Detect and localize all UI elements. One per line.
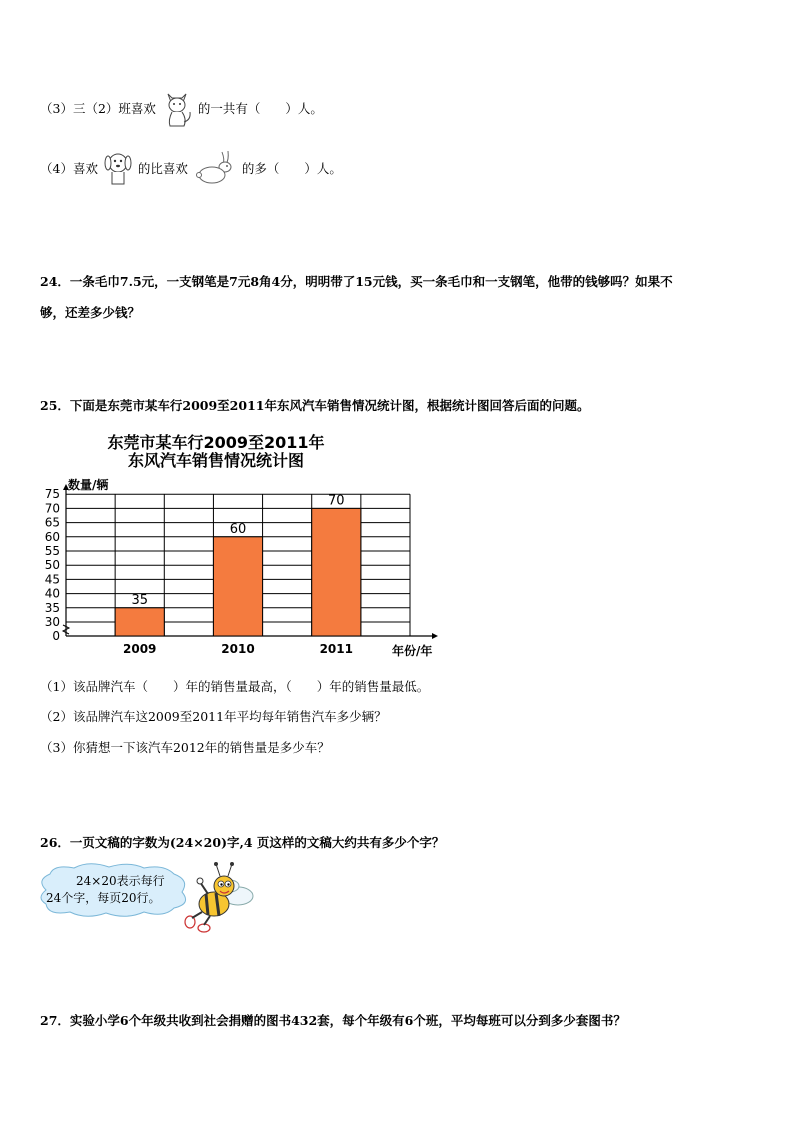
- sales-bar-chart: [36, 428, 466, 662]
- q23-sub4-pre: （4）喜欢: [40, 161, 98, 176]
- x-tick-label: 2011: [319, 642, 353, 656]
- cat-icon: [160, 88, 194, 131]
- bubble-line-2: 24个字，每页20行。: [46, 891, 161, 905]
- x-axis-label: 年份/年: [392, 644, 433, 658]
- q25-sub2: （2）该品牌汽车这2009至2011年平均每年销售汽车多少辆？: [40, 709, 387, 724]
- bar-2010: [213, 537, 262, 636]
- q23-sub4-mid: 的比喜欢: [137, 161, 188, 176]
- y-tick-label: 0: [52, 629, 60, 643]
- bubble-line-1: 24×20表示每行: [76, 874, 165, 888]
- q27-text: 27．实验小学6个年级共收到社会捐赠的图书432套，每个年级有6个班，平均每班可以分到多少套图书？: [40, 1013, 626, 1028]
- y-tick-label: 40: [44, 586, 60, 601]
- q23-sub3: [40, 88, 323, 131]
- q25-sub1: （1）该品牌汽车（ ）年的销售量最高，（ ）年的销售量最低。: [40, 679, 430, 694]
- hint-bubble: [34, 862, 194, 918]
- q24-line2: 够，还差多少钱？: [40, 305, 141, 320]
- q26-text: 26．一页文稿的字数为(24×20)字,4 页这样的文稿大约共有多少个字？: [40, 835, 445, 850]
- rabbit-icon: [192, 148, 238, 191]
- dog-icon: [102, 148, 134, 191]
- y-tick-label: 55: [44, 544, 60, 558]
- q23-sub4: [40, 148, 342, 191]
- x-tick-label: 2010: [221, 642, 255, 656]
- chart-title: 东莞市某车行2009至2011年: [107, 433, 325, 452]
- chart-subtitle: 东风汽车销售情况统计图: [127, 451, 305, 470]
- y-tick-label: 35: [44, 600, 60, 615]
- bar-value-label: 60: [229, 521, 247, 537]
- bar-2011: [312, 508, 361, 636]
- bar-value-label: 35: [131, 592, 148, 608]
- q23-sub3-pre: （3）三（2）班喜欢: [40, 101, 156, 116]
- chart-ticks: [45, 487, 353, 656]
- bar-2009: [115, 608, 164, 636]
- x-tick-label: 2009: [123, 642, 157, 656]
- y-axis-label: 数量/辆: [68, 478, 109, 492]
- q25-intro: 25．下面是东莞市某车行2009至2011年东风汽车销售情况统计图，根据统计图回答后面的问题。: [40, 398, 590, 413]
- y-tick-label: 60: [44, 529, 60, 544]
- y-tick-label: 75: [44, 487, 60, 502]
- q23-sub4-post: 的多（ ）人。: [241, 161, 342, 176]
- axis-break: [63, 625, 69, 634]
- y-tick-label: 65: [44, 515, 60, 530]
- q23-sub3-post: 的一共有（ ）人。: [197, 101, 323, 116]
- x-axis-arrow: [432, 633, 438, 639]
- bar-value-label: 70: [328, 493, 345, 509]
- y-tick-label: 70: [44, 501, 60, 516]
- y-tick-label: 50: [44, 558, 60, 573]
- bee-icon: [178, 860, 262, 938]
- q25-sub3: （3）你猜想一下该汽车2012年的销售量是多少车？: [40, 740, 330, 755]
- q24-line1: 24．一条毛巾7.5元，一支钢笔是7元8角4分，明明带了15元钱，买一条毛巾和一支钢笔，他带的钱够吗？如果不: [40, 274, 673, 289]
- y-tick-label: 30: [44, 615, 60, 629]
- y-tick-label: 45: [44, 572, 60, 587]
